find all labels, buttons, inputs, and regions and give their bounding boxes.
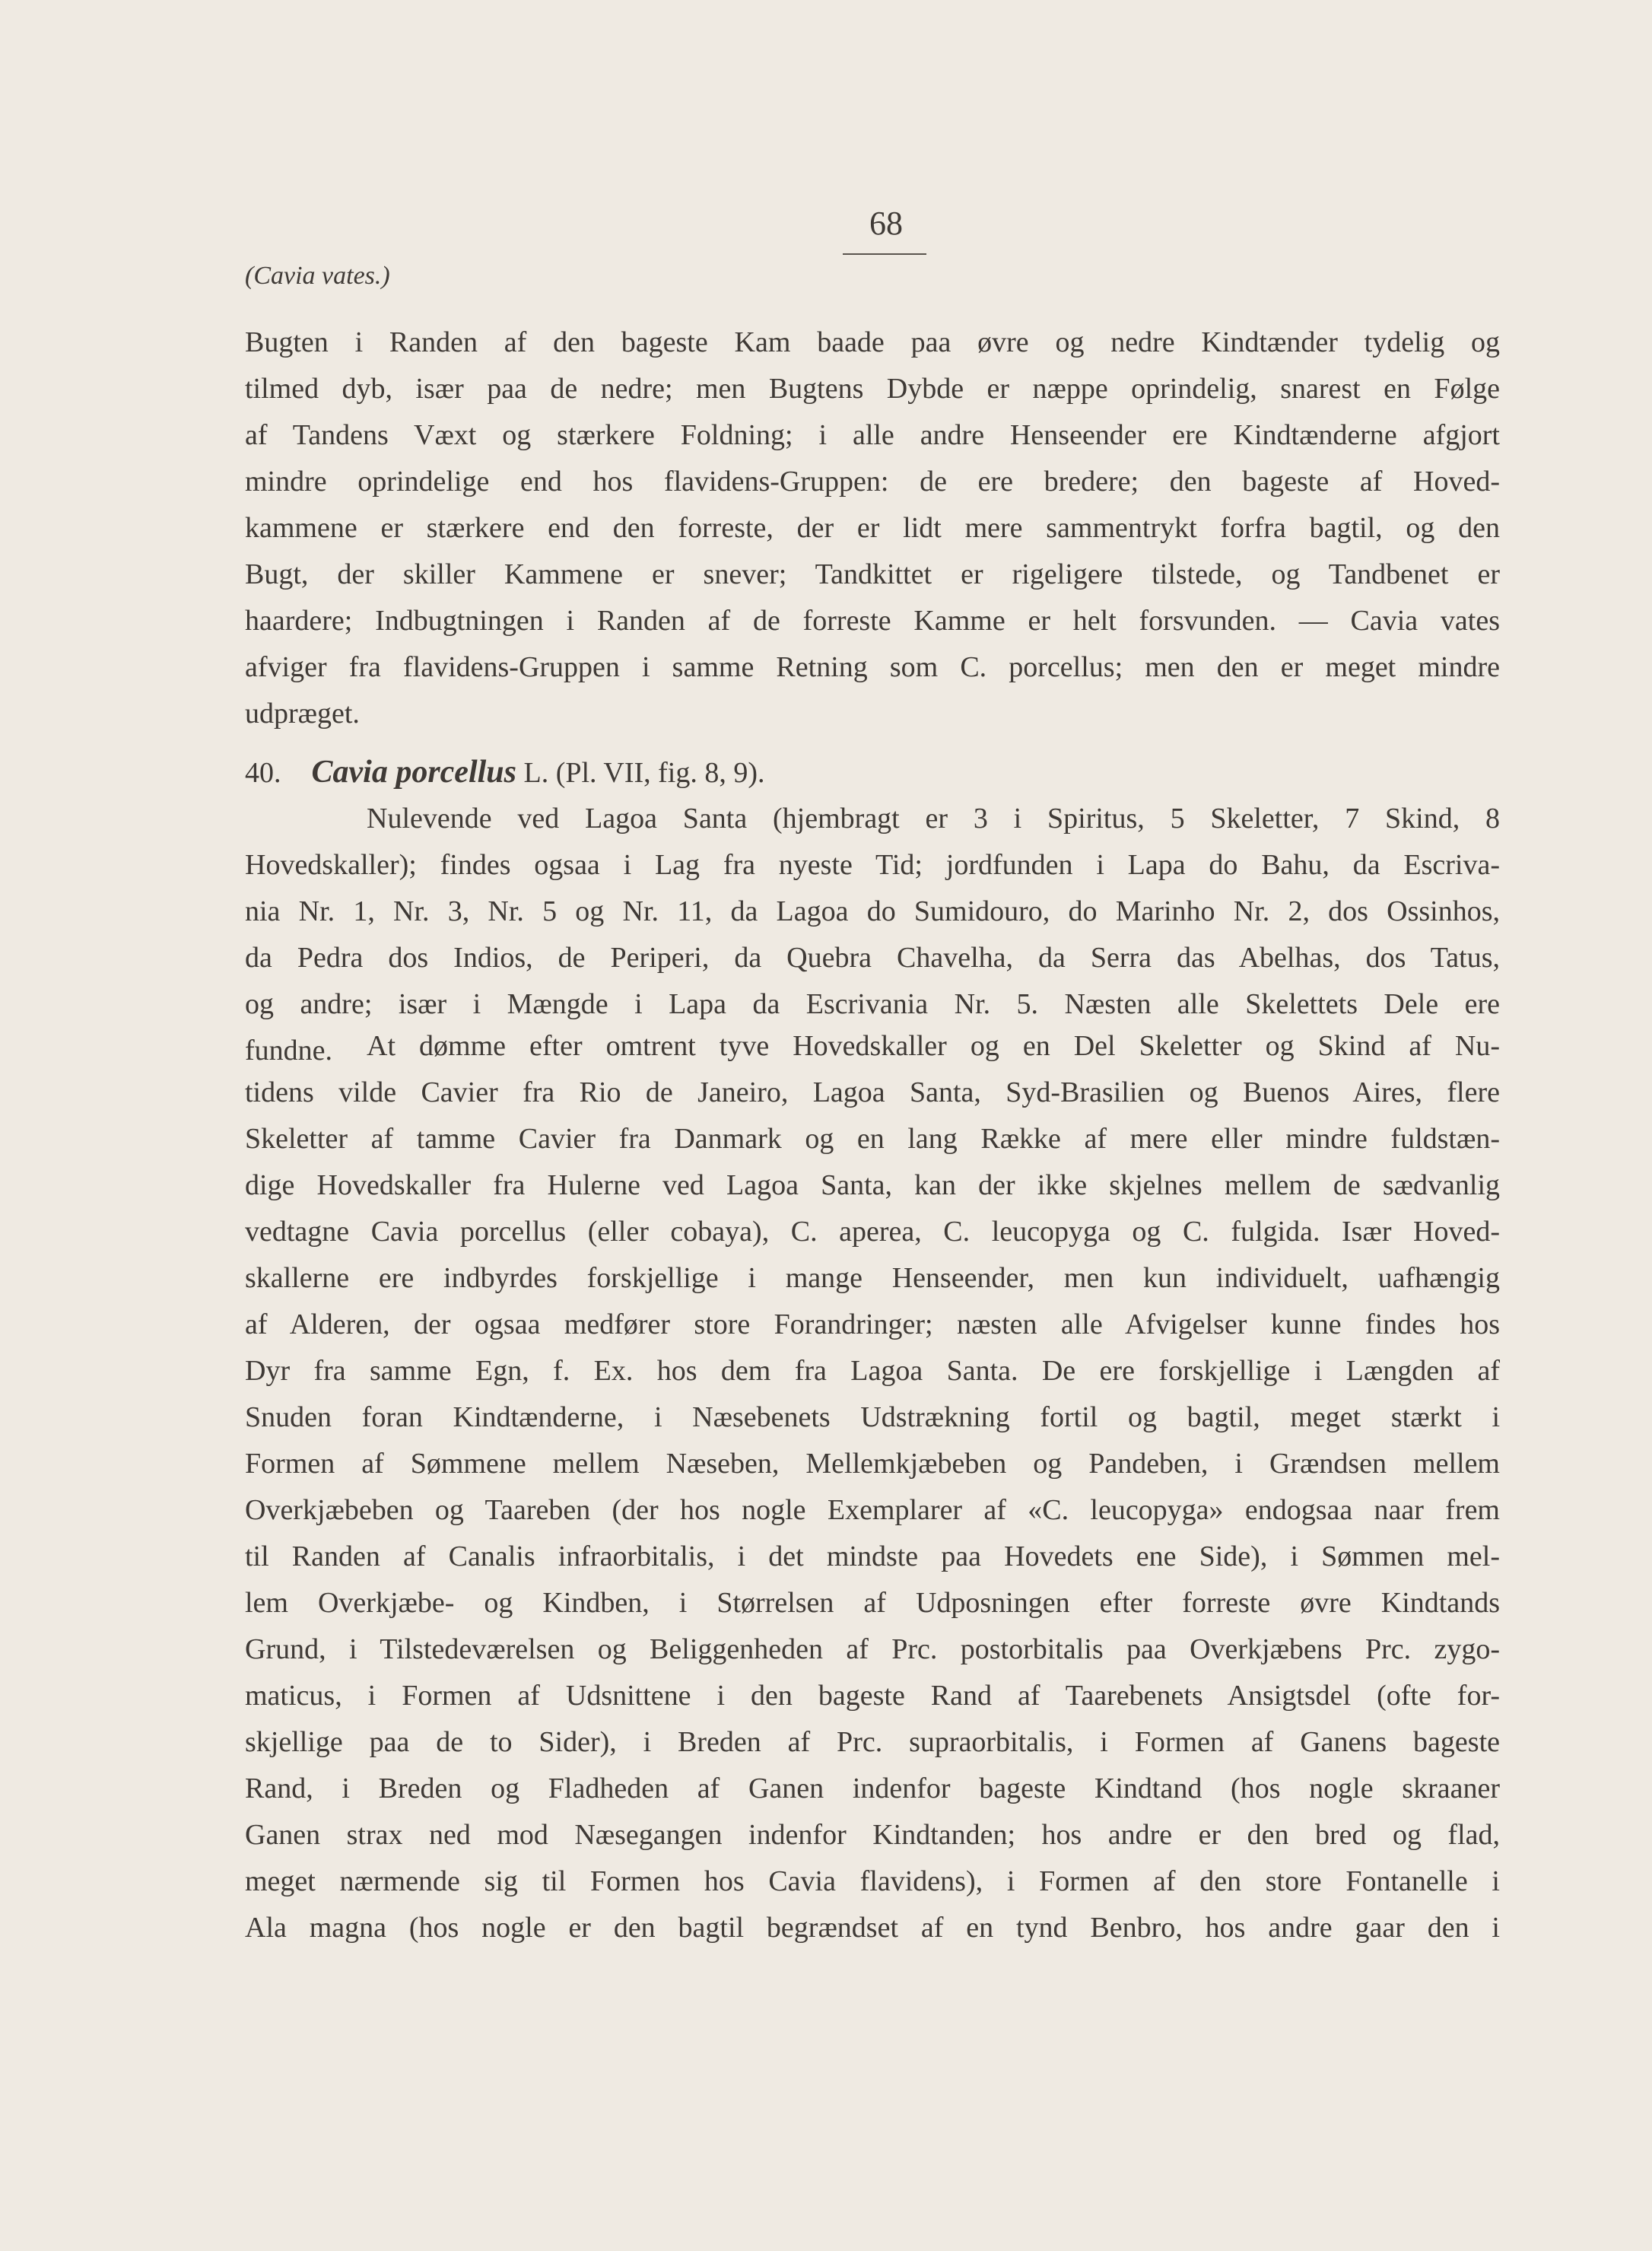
text-line: kammene er stærkere end den forreste, der er lidt mere sammentrykt forfra bagtil, og den: [245, 512, 1500, 544]
text-line: nia Nr. 1, Nr. 3, Nr. 5 og Nr. 11, da Lagoa do Sumidouro, do Marinho Nr. 2, dos Ossinhos,: [245, 895, 1500, 927]
text-line: udpræget.: [245, 698, 360, 730]
text-line: maticus, i Formen af Udsnittene i den bageste Rand af Taarebenets Ansigtsdel (ofte for-: [245, 1680, 1500, 1712]
paragraph-1: [245, 320, 1500, 737]
text-line: mindre oprindelige end hos flavidens-Gruppen: de ere bredere; den bageste af Hoved-: [245, 466, 1500, 498]
text-line: tilmed dyb, især paa de nedre; men Bugtens Dybde er næppe oprindelig, snarest en Følge: [245, 373, 1500, 405]
text-line: til Randen af Canalis infraorbitalis, i det mindste paa Hovedets ene Side), i Sømmen mel-: [245, 1540, 1500, 1572]
header-rule: [843, 253, 926, 255]
text-line: At dømme efter omtrent tyve Hovedskaller og en Del Skeletter og Skind af Nu-: [367, 1030, 1500, 1062]
text-line: Nulevende ved Lagoa Santa (hjembragt er 3 i Spiritus, 5 Skeletter, 7 Skind, 8: [367, 803, 1500, 835]
text-line: tidens vilde Cavier fra Rio de Janeiro, Lagoa Santa, Syd-Brasilien og Buenos Aires, flere: [245, 1076, 1500, 1108]
section-number: 40.: [245, 757, 281, 789]
text-line: dige Hovedskaller fra Hulerne ved Lagoa Santa, kan der ikke skjelnes mellem de sædvanlig: [245, 1169, 1500, 1201]
text-line: afviger fra flavidens-Gruppen i samme Retning som C. porcellus; men den er meget mindre: [245, 651, 1500, 683]
text-line: af Alderen, der ogsaa medfører store Forandringer; næsten alle Afvigelser kunne findes hos: [245, 1308, 1500, 1340]
text-line: Overkjæbeben og Taareben (der hos nogle Exemplarer af «C. leucopyga» endogsaa naar frem: [245, 1494, 1500, 1526]
text-line: Skeletter af tamme Cavier fra Danmark og en lang Række af mere eller mindre fuldstæn-: [245, 1123, 1500, 1155]
section-heading: [245, 749, 1500, 796]
text-line: haardere; Indbugtningen i Randen af de forreste Kamme er helt forsvunden. — Cavia vates: [245, 605, 1500, 637]
text-line: Ala magna (hos nogle er den bagtil begrændset af en tynd Benbro, hos andre gaar den i: [245, 1912, 1500, 1944]
running-header-note: (Cavia vates.): [245, 262, 390, 290]
text-line: meget nærmende sig til Formen hos Cavia flavidens), i Formen af den store Fontanelle i: [245, 1865, 1500, 1897]
paragraph-3: [245, 1023, 1500, 1951]
text-line: fundne.: [245, 1035, 333, 1067]
text-line: lem Overkjæbe- og Kindben, i Størrelsen af Udposningen efter forreste øvre Kindtands: [245, 1587, 1500, 1619]
page-number: 68: [869, 205, 903, 242]
text-line: Snuden foran Kindtænderne, i Næsebenets Udstrækning fortil og bagtil, meget stærkt i: [245, 1401, 1500, 1433]
text-line: skjellige paa de to Sider), i Breden af Prc. supraorbitalis, i Formen af Ganens bageste: [245, 1726, 1500, 1758]
text-line: Hovedskaller); findes ogsaa i Lag fra nyeste Tid; jordfunden i Lapa do Bahu, da Escriva-: [245, 849, 1500, 881]
species-authority: L. (Pl. VII, fig. 8, 9).: [523, 757, 765, 789]
text-line: Bugt, der skiller Kammene er snever; Tandkittet er rigeligere tilstede, og Tandbenet er: [245, 558, 1500, 590]
text-line: Ganen strax ned mod Næsegangen indenfor Kindtanden; hos andre er den bred og flad,: [245, 1819, 1500, 1851]
text-line: Grund, i Tilstedeværelsen og Beliggenheden af Prc. postorbitalis paa Overkjæbens Prc. zygo-: [245, 1633, 1500, 1665]
text-line: Rand, i Breden og Fladheden af Ganen indenfor bageste Kindtand (hos nogle skraaner: [245, 1773, 1500, 1804]
species-name: Cavia porcellus: [311, 755, 516, 790]
text-line: da Pedra dos Indios, de Periperi, da Quebra Chavelha, da Serra das Abelhas, dos Tatus,: [245, 942, 1500, 974]
text-line: Bugten i Randen af den bageste Kam baade paa øvre og nedre Kindtænder tydelig og: [245, 326, 1500, 358]
text-line: Formen af Sømmene mellem Næseben, Mellemkjæbeben og Pandeben, i Grændsen mellem: [245, 1448, 1500, 1480]
text-line: Dyr fra samme Egn, f. Ex. hos dem fra Lagoa Santa. De ere forskjellige i Længden af: [245, 1355, 1500, 1387]
text-line: af Tandens Væxt og stærkere Foldning; i alle andre Henseender ere Kindtænderne afgjort: [245, 419, 1500, 451]
text-line: vedtagne Cavia porcellus (eller cobaya), C. aperea, C. leucopyga og C. fulgida. Især Hoved-: [245, 1216, 1500, 1248]
text-line: skallerne ere indbyrdes forskjellige i mange Henseender, men kun individuelt, uafhængig: [245, 1262, 1500, 1294]
text-line: og andre; især i Mængde i Lapa da Escrivania Nr. 5. Næsten alle Skelettets Dele ere: [245, 988, 1500, 1020]
